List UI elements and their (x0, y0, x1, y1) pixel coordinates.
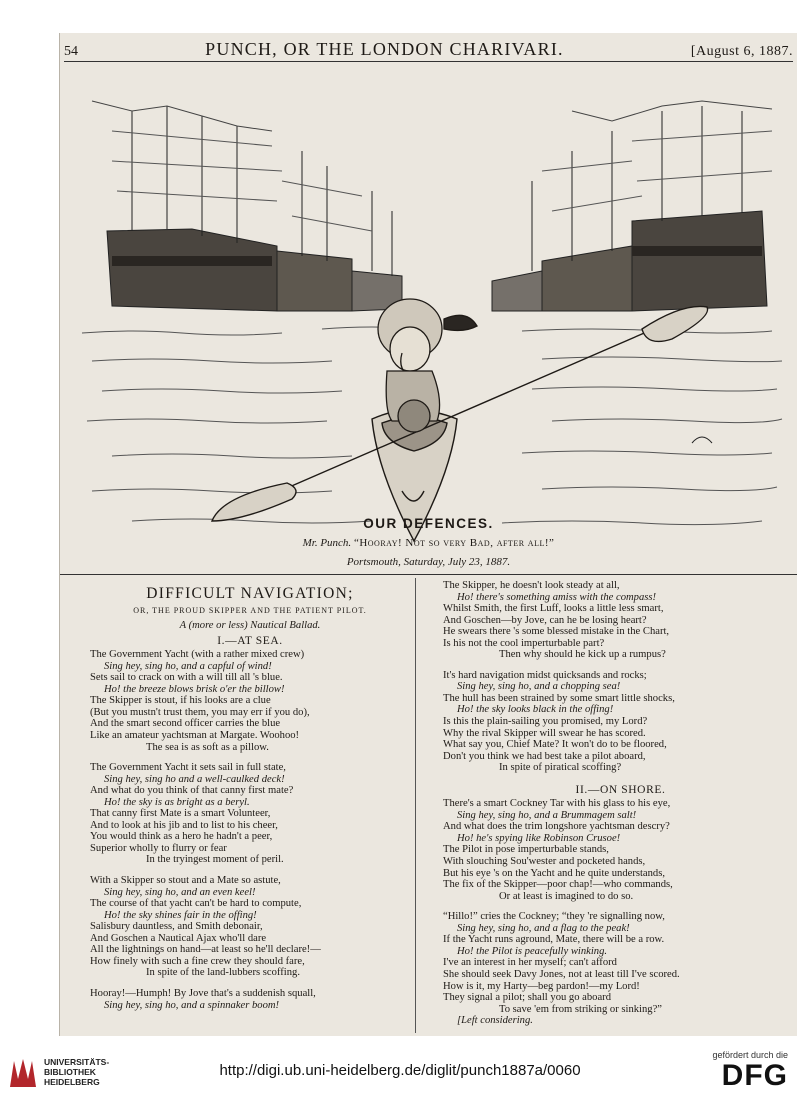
page-number: 54 (64, 44, 78, 59)
poem-line: He swears there 's some blessed mistake in the Chart, (443, 626, 670, 638)
poem-line: The Pilot in pose imperturbable stands, (443, 844, 609, 856)
section-heading-on-shore: II.—ON SHORE. (575, 783, 666, 796)
cartoon-caption (60, 537, 797, 549)
poem-line: Salisbury dauntless, and Smith debonair, (90, 921, 263, 933)
poem-subtitle: OR, THE PROUD SKIPPER AND THE PATIENT PILOT. (133, 605, 367, 615)
page-header (64, 39, 793, 62)
poem-line: With a Skipper so stout and a Mate so astute, (90, 875, 281, 887)
poem-lines-left (90, 649, 410, 1011)
source-url[interactable]: http://digi.ub.uni-heidelberg.de/diglit/punch1887a/0060 (219, 1062, 581, 1079)
poem-line: The Skipper is stout, if his looks are a clue (90, 695, 271, 707)
caption-quote: “Hooray! Not so very Bad, after all!” (353, 537, 555, 549)
masthead: PUNCH, OR THE LONDON CHARIVARI. (205, 39, 564, 59)
poem-line: “Hillo!” cries the Cockney; “they 're signalling now, (443, 911, 665, 923)
poem-title: DIFFICULT NAVIGATION; (146, 585, 354, 602)
dfg-logo (712, 1050, 788, 1092)
poem-line: The hull has been strained by some smart little shocks, (443, 692, 675, 704)
stanza-gap (90, 866, 410, 875)
poem-line: What say you, Chief Mate? It won't do to be floored, (443, 739, 667, 751)
stanza-gap (90, 979, 410, 988)
poem-line: Don't you think we had best take a pilot aboard, (443, 750, 646, 762)
poem-line: Ho! he's spying like Robinson Crusoe! (457, 832, 621, 844)
poem-line: In spite of piratical scoffing? (499, 762, 622, 774)
poem-line: The Skipper, he doesn't look steady at all, (443, 580, 620, 591)
poem-line: Sing hey, sing ho, and an even keel! (104, 886, 256, 898)
poem-line: Then why should he kick up a rumpus? (499, 649, 666, 661)
poem-line: And Goschen a Nautical Ajax who'll dare (90, 932, 267, 944)
poem-lines-right-2 (443, 798, 798, 1026)
poem-line: Is this the plain-sailing you promised, my Lord? (443, 716, 648, 728)
newspaper-page (59, 33, 797, 1036)
poem-line: I've an interest in her myself; can't afford (443, 957, 617, 969)
poem-line: It's hard navigation midst quicksands and rocks; (443, 669, 647, 681)
digitization-footer (0, 1040, 800, 1107)
poem-line: There's a smart Cockney Tar with his glass to his eye, (443, 798, 671, 810)
section-heading-at-sea: I.—AT SEA. (217, 634, 283, 647)
poem-line: But his eye 's on the Yacht and he quite understands, (443, 867, 665, 879)
poem-line: And Goschen—by Jove, can he be losing heart? (443, 614, 647, 626)
poem-line: Superior wholly to flurry or fear (90, 842, 227, 854)
poem-line: Sing hey, sing ho, and a flag to the peak! (457, 922, 630, 934)
poem-line: Ho! the sky looks black in the offing! (457, 704, 614, 716)
poem-line: The Government Yacht it sets sail in full state, (90, 762, 286, 774)
poem-note: A (more or less) Nautical Ballad. (179, 620, 321, 632)
poem-line: Is his not the cool imperturbable part? (443, 637, 605, 649)
poem-line: Sets sail to crack on with a will till all 's blue. (90, 672, 283, 684)
library-line-3: HEIDELBERG (44, 1077, 100, 1087)
poem-line: [Left considering. (457, 1015, 533, 1027)
poem-line: The sea is as soft as a pillow. (146, 741, 269, 753)
poem-line: All the lightnings on hand—at least so he'll declare!— (90, 944, 321, 956)
poem-line: The fix of the Skipper—poor chap!—who commands, (443, 879, 673, 891)
poem-line: In the tryingest moment of peril. (146, 854, 284, 866)
poem-line: You would think as a hero he hadn't a peer, (90, 831, 273, 843)
poem-line: That canny first Mate is a smart Volunteer, (90, 808, 271, 820)
poem-lines-right (443, 580, 798, 783)
poem-line: Ho! the sky shines fair in the offing! (104, 909, 257, 921)
poem-line: Sing hey, sing ho, and a spinnaker boom! (104, 999, 280, 1011)
poem-line: Sing hey, sing ho, and a capful of wind! (104, 660, 272, 672)
poem-line: If the Yacht runs aground, Mate, there will be a row. (443, 934, 665, 946)
poem-line: Whilst Smith, the first Luff, looks a little less smart, (443, 603, 664, 615)
cartoon-place-date: Portsmouth, Saturday, July 23, 1887. (346, 556, 511, 568)
poem-line: With slouching Sou'wester and pocketed hands, (443, 856, 646, 868)
stanza-gap (90, 753, 410, 762)
funder-name: DFG (721, 1059, 788, 1092)
poem-line: Sing hey, sing ho and a well-caulked deck! (104, 773, 285, 785)
cartoon-title: OUR DEFENCES. (363, 516, 494, 531)
stanza-gap (443, 661, 798, 670)
stanza-gap (443, 902, 798, 911)
speaker: Mr. Punch. (302, 537, 352, 549)
poem-line: How finely with such a fine crew they should fare, (90, 955, 305, 967)
poem-column-left (90, 580, 410, 1011)
poem-line: Hooray!—Humph! By Jove that's a suddenish squall, (90, 987, 316, 999)
poem-line: Ho! the Pilot is peacefully winking. (457, 945, 608, 957)
poem-line: Sing hey, sing ho, and a chopping sea! (457, 681, 621, 693)
poem-column-right (443, 580, 798, 1027)
poem-line: And what do you think of that canny first mate? (90, 785, 294, 797)
stanza-gap (443, 774, 798, 783)
poem-line: Ho! there's something amiss with the compass! (457, 591, 657, 603)
poem-line: How is it, my Harty—beg pardon!—my Lord! (443, 980, 640, 992)
poem-line: And the smart second officer carries the blue (90, 718, 281, 730)
poem-line: They signal a pilot; shall you go aboard (443, 992, 611, 1004)
poem-line: (But you mustn't trust them, you may err if you do), (90, 706, 310, 718)
library-line-1: UNIVERSITÄTS- (44, 1057, 110, 1067)
column-divider (415, 578, 416, 1033)
poem-line: Ho! the breeze blows brisk o'er the billow! (104, 683, 285, 695)
poem-line: Sing hey, sing ho, and a Brummagem salt! (457, 809, 637, 821)
poem-line: The course of that yacht can't be hard to compute, (90, 898, 302, 910)
poem-line: In spite of the land-lubbers scoffing. (146, 967, 300, 979)
issue-date: [August 6, 1887. (690, 44, 793, 59)
section-divider (60, 574, 797, 575)
poem-line: To save 'em from striking or sinking?” (499, 1003, 662, 1015)
poem-line: Like an amateur yachtsman at Margate. Woohoo! (90, 730, 300, 742)
poem-line: And what does the trim longshore yachtsman descry? (443, 821, 670, 833)
funder-label: gefördert durch die (712, 1050, 788, 1060)
poem-line: And to look at his jib and to list to his cheer, (90, 819, 278, 831)
poem-line: Or at least is imagined to do so. (499, 890, 634, 902)
poem-line: Why the rival Skipper will swear he has scored. (443, 727, 646, 739)
poem-line: She should seek Davy Jones, not at least till I've scored. (443, 968, 680, 980)
library-line-2: BIBLIOTHEK (44, 1067, 96, 1077)
cartoon-illustration (72, 71, 785, 549)
poem-line: Ho! the sky is as bright as a beryl. (104, 796, 250, 808)
poem-line: The Government Yacht (with a rather mixed crew) (90, 649, 305, 661)
